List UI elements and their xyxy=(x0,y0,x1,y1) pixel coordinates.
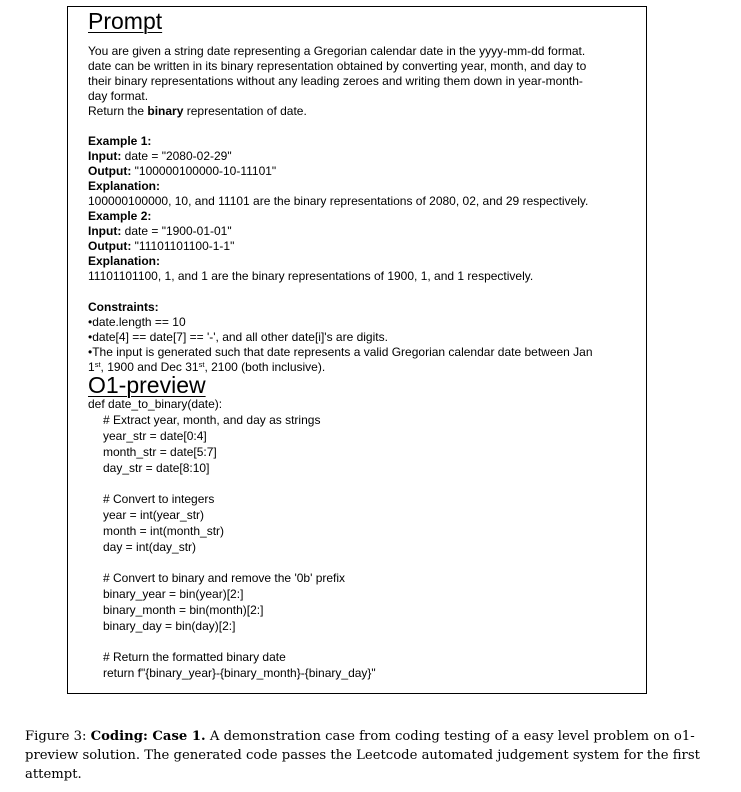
code-line: # Extract year, month, and day as strings xyxy=(103,413,321,427)
code-line: # Return the formatted binary date xyxy=(103,650,286,664)
constraints-title: Constraints: xyxy=(88,300,159,314)
constraint-item: •The input is generated such that date represents a valid Gregorian calendar date between Jan xyxy=(88,345,593,359)
description-line: You are given a string date representing a Gregorian calendar date in the yyyy-mm-dd format. xyxy=(88,44,586,58)
code-line: year_str = date[0:4] xyxy=(103,429,207,443)
description-line: their binary representations without any leading zeroes and writing them down in year-month- xyxy=(88,74,583,88)
code-line: binary_month = bin(month)[2:] xyxy=(103,603,264,617)
code-line: def date_to_binary(date): xyxy=(88,397,223,411)
constraint-item: •date.length == 10 xyxy=(88,315,186,329)
code-line: # Convert to binary and remove the '0b' prefix xyxy=(103,571,346,585)
code-line: binary_year = bin(year)[2:] xyxy=(103,587,244,601)
figure-box xyxy=(67,6,647,694)
example2-output: Output: "11101101100-1-1" xyxy=(88,239,235,253)
example1-input: Input: date = "2080-02-29" xyxy=(88,149,232,163)
caption-label: Figure 3: xyxy=(25,729,91,744)
code-line: return f"{binary_year}-{binary_month}-{binary_day}" xyxy=(103,666,376,680)
example1-output: Output: "100000100000-10-11101" xyxy=(88,164,277,178)
constraint-item: •date[4] == date[7] == '-', and all other date[i]'s are digits. xyxy=(88,330,388,344)
constraint-item-continued: 1st, 1900 and Dec 31st, 2100 (both inclusive). xyxy=(88,360,326,374)
description-line: day format. xyxy=(88,89,149,103)
code-line: binary_day = bin(day)[2:] xyxy=(103,619,236,633)
return-bold: binary xyxy=(147,104,184,118)
code-line: # Convert to integers xyxy=(103,492,215,506)
example2-title: Example 2: xyxy=(88,209,152,223)
description-line: date can be written in its binary representation obtained by converting year, month, and day to xyxy=(88,59,587,73)
code-line: day_str = date[8:10] xyxy=(103,461,210,475)
example1-explanation: 100000100000, 10, and 11101 are the binary representations of 2080, 02, and 29 respectively. xyxy=(88,194,589,208)
example1-explanation-label: Explanation: xyxy=(88,179,161,193)
code-line: month_str = date[5:7] xyxy=(103,445,217,459)
caption-text: A demonstration case from coding testing of a easy level problem on o1-preview solution. The generated code passes the Leetcode automated judgement system for the first attempt. xyxy=(25,729,700,782)
example2-explanation-label: Explanation: xyxy=(88,254,161,268)
example2-input: Input: date = "1900-01-01" xyxy=(88,224,232,238)
example2-explanation: 11101101100, 1, and 1 are the binary representations of 1900, 1, and 1 respectively. xyxy=(88,269,534,283)
example1-title: Example 1: xyxy=(88,134,152,148)
caption-bold: Coding: Case 1. xyxy=(90,729,206,744)
return-line: Return the binary representation of date. xyxy=(88,104,307,118)
prompt-heading: Prompt xyxy=(88,8,163,34)
code-line: year = int(year_str) xyxy=(103,508,205,522)
code-line: month = int(month_str) xyxy=(103,524,225,538)
solution-heading: O1-preview xyxy=(88,372,206,398)
figure-caption xyxy=(25,727,713,784)
code-line: day = int(day_str) xyxy=(103,540,197,554)
